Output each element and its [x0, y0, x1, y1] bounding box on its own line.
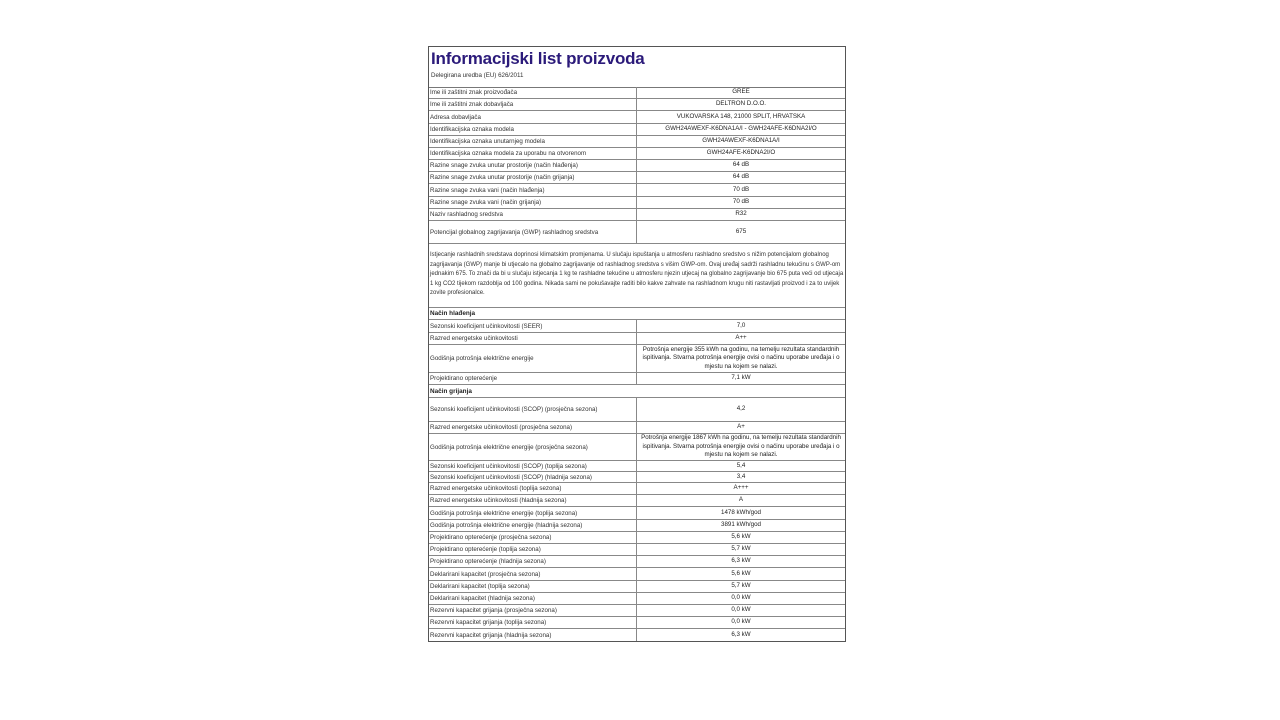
row-label: Razred energetske učinkovitosti: [429, 333, 637, 344]
row-value: 5,7 kW: [731, 582, 751, 590]
row-value: 675: [735, 227, 747, 235]
table-row: [429, 507, 845, 520]
table-row: [429, 87, 845, 99]
row-value: R32: [735, 210, 747, 218]
row-value: GWH24AWEXF-K6DNA1A/I - GWH24AFE-K6DNA2I/O: [665, 125, 817, 133]
table-row: [429, 605, 845, 617]
row-value: 3,4: [736, 472, 746, 480]
row-value: 5,4: [736, 461, 746, 469]
table-row: [429, 434, 845, 461]
table-row: [429, 99, 845, 111]
row-label: Razine snage zvuka vani (način hlađenja): [429, 184, 637, 196]
table-row: [429, 422, 845, 434]
table-row: [429, 111, 845, 124]
row-value: 0,0 kW: [731, 606, 751, 614]
row-label: Identifikacijska oznaka modela: [429, 124, 637, 135]
row-label: Sezonski koeficijent učinkovitosti (SCOP) (prosječna sezona): [429, 398, 637, 421]
table-row: [429, 172, 845, 184]
page-subtitle: Delegirana uredba (EU) 626/2011: [431, 72, 524, 79]
row-label: Ime ili zaštitni znak proizvođača: [429, 87, 637, 98]
table-row: [429, 461, 845, 472]
heating-heading: Način grijanja: [429, 385, 845, 398]
product-info-sheet: [428, 46, 846, 642]
row-value: 70 dB: [732, 198, 750, 206]
row-value: DELTRON D.O.O.: [715, 100, 767, 108]
row-label: Sezonski koeficijent učinkovitosti (SCOP) (toplija sezona): [429, 461, 637, 471]
table-row: [429, 398, 845, 422]
table-row: [429, 495, 845, 507]
row-label: Deklarirani kapacitet (toplija sezona): [429, 581, 637, 592]
table-row: [429, 160, 845, 172]
table-row: [429, 345, 845, 373]
table-row: [429, 617, 845, 629]
table-row: [429, 593, 845, 605]
table-row: [429, 209, 845, 221]
row-label: Godišnja potrošnja električne energije (prosječna sezona): [429, 434, 637, 460]
table-row: [429, 136, 845, 148]
row-label: Sezonski koeficijent učinkovitosti (SEER): [429, 320, 637, 332]
table-row: [429, 520, 845, 532]
table-row: [429, 629, 845, 641]
row-value: GWH24AFE-K6DNA2I/O: [706, 149, 776, 157]
table-row: [429, 472, 845, 483]
row-value: 0,0 kW: [731, 618, 751, 626]
row-label: Deklarirani kapacitet (hladnija sezona): [429, 593, 637, 604]
row-value: 64 dB: [732, 173, 750, 181]
row-value: 6,3 kW: [731, 557, 751, 565]
row-value: A+: [737, 423, 745, 431]
row-value: GREE: [732, 88, 750, 96]
row-value: 64 dB: [732, 161, 750, 169]
table-row: [429, 221, 845, 244]
table-row: [429, 483, 845, 495]
row-label: Razine snage zvuka unutar prostorije (način hlađenja): [429, 160, 637, 171]
row-value: 6,3 kW: [731, 630, 751, 638]
row-label: Adresa dobavljača: [429, 111, 637, 123]
row-label: Godišnja potrošnja električne energije: [429, 345, 637, 372]
table-row: [429, 556, 845, 568]
row-value: A+++: [733, 484, 749, 492]
table-row: [429, 184, 845, 197]
row-label: Ime ili zaštitni znak dobavljača: [429, 99, 637, 110]
cooling-heading: Način hlađenja: [429, 308, 845, 320]
row-value: 70 dB: [732, 185, 750, 193]
row-value: 5,6 kW: [731, 569, 751, 577]
row-label: Razred energetske učinkovitosti (toplija sezona): [429, 483, 637, 494]
row-label: Identifikacijska oznaka unutarnjeg modela: [429, 136, 637, 147]
refrigerant-note: Istjecanje rashladnih sredstava doprinosi klimatskim promjenama. U slučaju ispuštanja u atmosferu rashladno sredstvo s nižim potencijalom globalnog zagrijavanja (GWP) manje bi utjecalo na globalno zagrijavanje od rashladnog sredstva s višim GWP-om. Ovaj uređaj sadrži rashladnu tekućinu s GWP-om jednakim 675. To znači da bi u slučaju istjecanja 1 kg te rashladne tekućine u atmosferu njezin utjecaj na globalno zagrijavanje bio 675 puta veći od utjecaja 1 kg CO2 tijekom razdoblja od 100 godina. Nikada sami ne pokušavajte raditi bilo kakve zahvate na rashladnom krugu niti rastavljati proizvod i za to uvijek zovite profesionalce.: [429, 244, 845, 308]
row-label: Godišnja potrošnja električne energije (hladnija sezona): [429, 520, 637, 531]
row-label: Razine snage zvuka vani (način grijanja): [429, 197, 637, 208]
row-label: Projektirano opterećenje (toplija sezona): [429, 544, 637, 555]
row-value: 7,0: [736, 321, 746, 329]
row-label: Identifikacijska oznaka modela za uporabu na otvorenom: [429, 148, 637, 159]
row-label: Potencijal globalnog zagrijavanja (GWP) rashladnog sredstva: [429, 221, 637, 243]
row-label: Razred energetske učinkovitosti (prosječna sezona): [429, 422, 637, 433]
row-value: A: [738, 496, 744, 504]
row-value: 5,6 kW: [731, 533, 751, 541]
page-title: Informacijski list proizvoda: [431, 49, 645, 68]
row-value: 4,2: [736, 405, 746, 413]
row-label: Razred energetske učinkovitosti (hladnija sezona): [429, 495, 637, 506]
row-label: Projektirano opterećenje (hladnija sezona): [429, 556, 637, 567]
row-value: A++: [735, 334, 747, 342]
row-label: Sezonski koeficijent učinkovitosti (SCOP) (hladnija sezona): [429, 472, 637, 482]
row-value: 5,7 kW: [731, 545, 751, 553]
row-label: Projektirano opterećenje (prosječna sezona): [429, 532, 637, 543]
table-row: [429, 320, 845, 333]
sheet-header: [429, 47, 845, 88]
row-value: 3891 kWh/god: [721, 521, 761, 529]
row-label: Deklarirani kapacitet (prosječna sezona): [429, 568, 637, 580]
row-label: Projektirano opterećenje: [429, 373, 637, 384]
table-row: [429, 197, 845, 209]
table-row: [429, 148, 845, 160]
row-label: Rezervni kapacitet grijanja (prosječna sezona): [429, 605, 637, 616]
row-label: Rezervni kapacitet grijanja (toplija sezona): [429, 617, 637, 628]
row-label: Godišnja potrošnja električne energije (toplija sezona): [429, 507, 637, 519]
row-value: 7,1 kW: [731, 374, 751, 382]
row-label: Naziv rashladnog sredstva: [429, 209, 637, 220]
table-row: [429, 373, 845, 385]
row-value: GWH24AWEXF-K6DNA1A/I: [702, 137, 780, 145]
row-value: 1478 kWh/god: [721, 508, 761, 516]
row-label: Razine snage zvuka unutar prostorije (način grijanja): [429, 172, 637, 183]
row-value: Potrošnja energije 1867 kWh na godinu, na temelju rezultata standardnih ispitivanja. Stvarna potrošnja energije ovisi o načinu uporabe uređaja i o mjestu na kojem se nalazi.: [641, 434, 841, 459]
table-row: [429, 333, 845, 345]
row-value: Potrošnja energije 355 kWh na godinu, na temelju rezultata standardnih ispitivanja. Stvarna potrošnja energije ovisi o načinu uporabe uređaja i o mjestu na kojem se nalazi.: [642, 345, 840, 370]
row-label: Rezervni kapacitet grijanja (hladnija sezona): [429, 629, 637, 641]
row-value: 0,0 kW: [731, 594, 751, 602]
table-row: [429, 124, 845, 136]
table-row: [429, 532, 845, 544]
table-row: [429, 581, 845, 593]
table-row: [429, 544, 845, 556]
row-value: VUKOVARSKA 148, 21000 SPLIT, HRVATSKA: [676, 112, 806, 120]
table-row: [429, 568, 845, 581]
